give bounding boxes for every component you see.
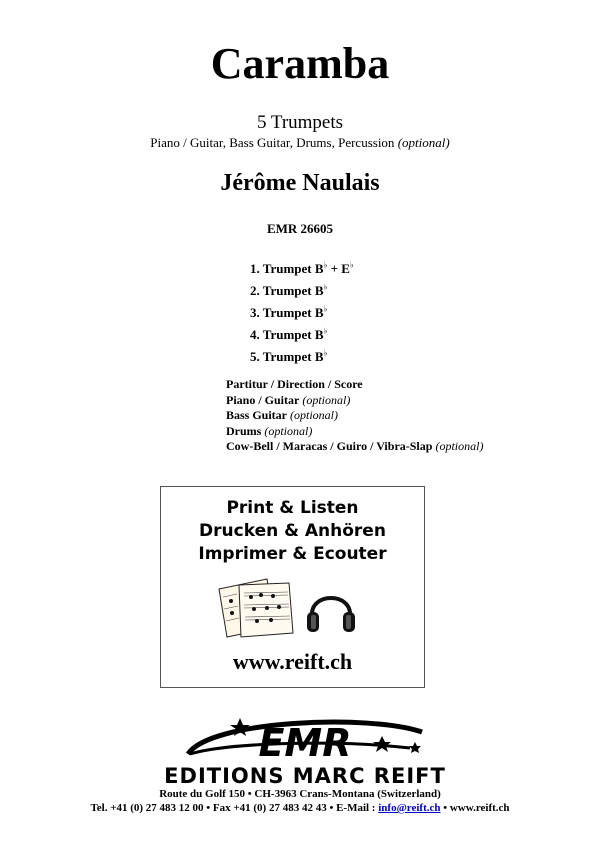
material-item: Bass Guitar (optional) — [226, 408, 339, 423]
publisher-name: EDITIONS MARC REIFT — [164, 764, 446, 788]
print-listen-box — [160, 486, 425, 688]
part-item: 5. Trumpet B♭ — [250, 348, 328, 364]
promo-line-drucken: Drucken & Anhören — [199, 521, 386, 541]
contact-phone-fax: Tel. +41 (0) 27 483 12 00 • Fax +41 (0) 27 483 42 43 • E-Mail : — [90, 802, 379, 814]
emr-logo-text: EMR — [258, 721, 352, 764]
material-item: Cow-Bell / Maracas / Guiro / Vibra-Slap (optional) — [226, 439, 484, 454]
email-link[interactable]: info@reift.ch — [378, 802, 441, 814]
headphones-icon — [304, 582, 358, 638]
promo-line-imprimer: Imprimer & Ecouter — [198, 544, 387, 564]
part-item: 1. Trumpet B♭ + E♭ — [250, 260, 354, 276]
parts-list — [250, 258, 354, 368]
instrumentation-optional: (optional) — [397, 135, 450, 150]
emr-logo-mark — [160, 714, 450, 764]
publisher-logo — [160, 714, 450, 786]
publisher-address: Route du Golf 150 • CH-3963 Crans-Montana (Switzerland) — [159, 788, 441, 800]
subtitle: 5 Trumpets — [256, 112, 344, 133]
composer-name: Jérôme Naulais — [220, 170, 380, 196]
contact-website[interactable]: • www.reift.ch — [440, 802, 510, 814]
promo-line-print-listen: Print & Listen — [226, 498, 359, 518]
sheet-music-icon — [209, 575, 299, 641]
publisher-contact — [0, 801, 600, 815]
part-item: 2. Trumpet B♭ — [250, 282, 328, 298]
promo-url[interactable]: www.reift.ch — [232, 649, 353, 674]
part-item: 3. Trumpet B♭ — [250, 304, 328, 320]
material-item: Drums (optional) — [226, 423, 313, 438]
material-item: Partitur / Direction / Score — [226, 377, 363, 391]
catalog-number: EMR 26605 — [266, 221, 334, 236]
part-item: 4. Trumpet B♭ — [250, 326, 328, 342]
material-item: Piano / Guitar (optional) — [226, 392, 351, 407]
page-title: Caramba — [210, 39, 390, 88]
materials-list — [226, 377, 483, 455]
instrumentation-line — [0, 135, 600, 151]
instrumentation-main: Piano / Guitar, Bass Guitar, Drums, Percussion — [150, 135, 395, 150]
